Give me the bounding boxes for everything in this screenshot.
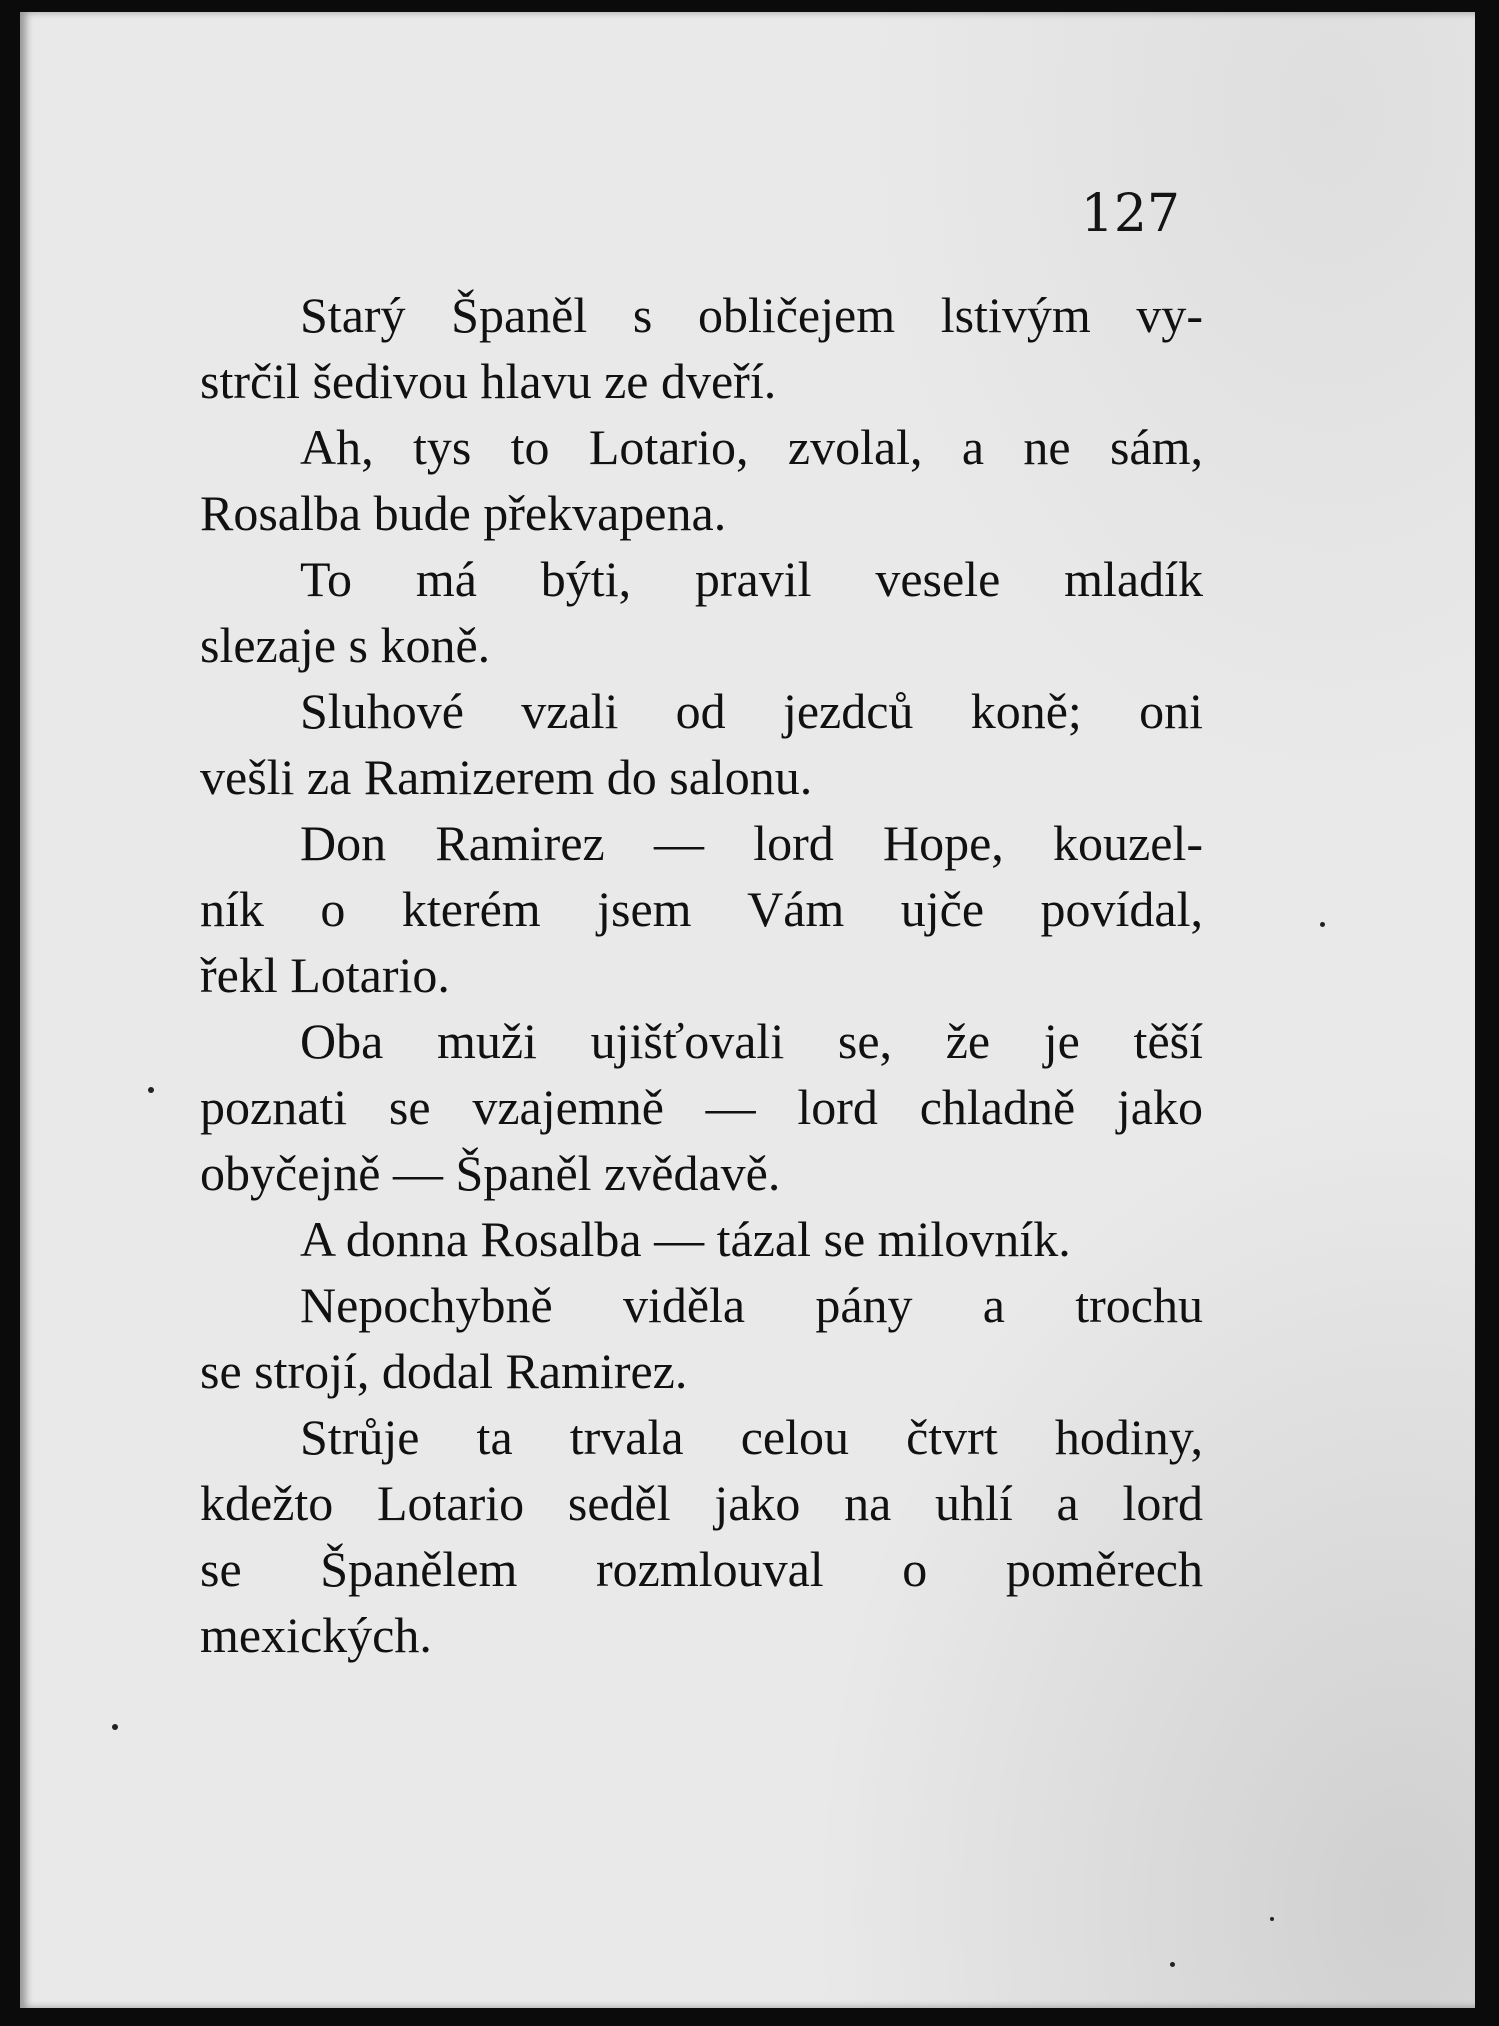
text-line: Oba muži ujišťovali se, že je těší — [300, 1013, 1203, 1069]
text-line: A donna Rosalba — tázal se milovník. — [300, 1211, 1071, 1267]
ink-speck — [112, 1724, 118, 1730]
text-line: poznati se vzajemně — lord chladně jako — [200, 1079, 1203, 1135]
text-line: Nepochybně viděla pány a trochu — [300, 1277, 1203, 1333]
text-line: řekl Lotario. — [200, 947, 450, 1003]
text-line: ník o kterém jsem Vám ujče povídal, — [200, 881, 1203, 937]
ink-speck — [148, 1087, 154, 1093]
ink-speck — [1320, 922, 1325, 927]
ink-speck — [1270, 1917, 1274, 1921]
text-line: Starý Španěl s obličejem lstivým vy- — [300, 287, 1203, 343]
page-number: 127 — [1080, 184, 1180, 244]
text-line: obyčejně — Španěl zvědavě. — [200, 1145, 781, 1201]
text-line: Rosalba bude překvapena. — [200, 485, 727, 541]
ink-speck — [1170, 1962, 1175, 1967]
text-line: se Španělem rozmlouval o poměrech — [200, 1541, 1203, 1597]
text-line: strčil šedivou hlavu ze dveří. — [200, 353, 777, 409]
text-line: slezaje s koně. — [200, 617, 491, 673]
text-line: Sluhové vzali od jezdců koně; oni — [300, 683, 1203, 739]
text-line: Ah, tys to Lotario, zvolal, a ne sám, — [300, 419, 1203, 475]
text-line: Don Ramirez — lord Hope, kouzel- — [300, 815, 1203, 871]
body-text — [200, 282, 1203, 1668]
text-line: vešli za Ramizerem do salonu. — [200, 749, 813, 805]
text-line: To má býti, pravil vesele mladík — [300, 551, 1203, 607]
text-line: mexických. — [200, 1607, 432, 1663]
text-line: se strojí, dodal Ramirez. — [200, 1343, 688, 1399]
text-line: Strůje ta trvala celou čtvrt hodiny, — [300, 1409, 1203, 1465]
book-page — [20, 12, 1475, 2008]
text-line: kdežto Lotario seděl jako na uhlí a lord — [200, 1475, 1203, 1531]
